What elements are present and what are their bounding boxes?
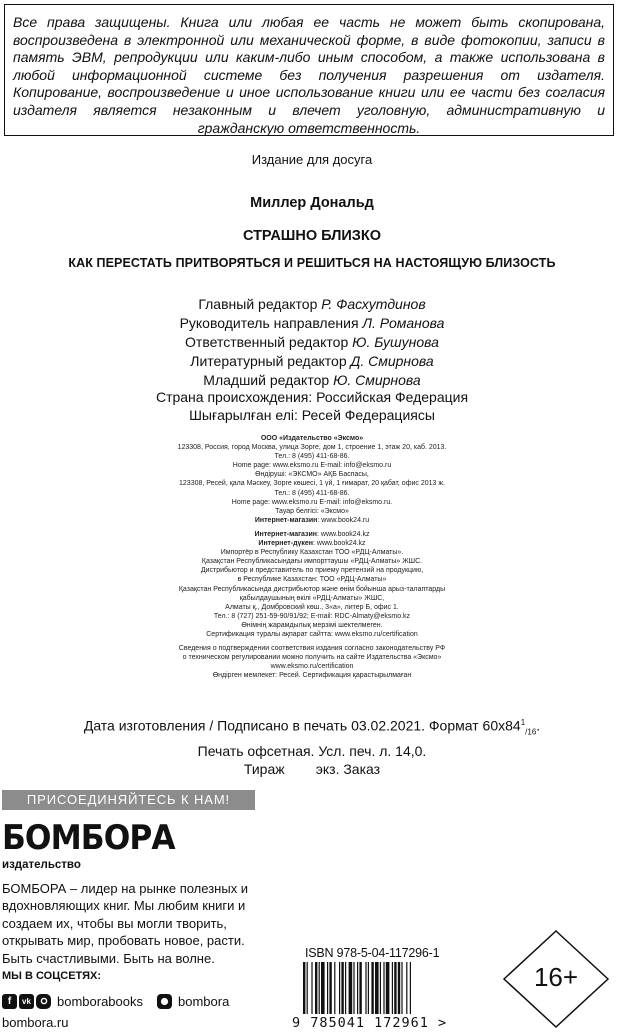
bombora-logo: БОМБОРА [2,818,175,858]
barcode-bar [311,962,312,1014]
barcode-bar [345,962,346,1014]
barcode-bar [357,962,358,1014]
print-run: Тираж экз. Заказ [243,761,381,778]
imprint-line: в Республике Казахстан: ТОО «РДЦ-Алматы» [237,576,387,584]
isbn-number: ISBN 978-5-04-117296-1 [305,946,440,960]
imprint-line: Home page: www.eksmo.ru E-mail: info@eksmo.ru. [231,498,393,506]
country-of-origin [0,388,624,424]
barcode-bar [365,962,366,1014]
imprint-line: Қазақстан Республикасында дистрибьютор және өнім бойынша арыз-талаптарды [178,585,446,593]
barcode-bar [392,962,393,1014]
barcode [303,962,455,1014]
website-link[interactable]: bombora.ru [2,1015,69,1030]
barcode-bar [398,962,400,1014]
imprint-line: Тауар белгісі: «Эксмо» [275,507,349,515]
author-name: Миллер Дональд [250,195,374,211]
imprint-line: Тел.: 8 (495) 411-68-86. [274,453,350,461]
editor-line: Литературный редактор Д. Смирнова [190,353,434,369]
editor-line: Главный редактор Р. Фасхутдинов [198,296,426,312]
barcode-bar [401,962,402,1014]
instagram-icon[interactable] [36,994,51,1009]
barcode-bar [353,962,354,1014]
barcode-bar [380,962,381,1014]
imprint-line: Алматы қ., Домбровский көш., 3«а», литер Б, офис 1. [225,603,399,611]
imprint-line: Интернет-магазин: www.book24.ru [254,516,370,524]
editor-line: Руководитель направления Л. Романова [179,315,445,331]
barcode-bar [410,962,411,1014]
barcode-bar [321,962,325,1014]
print-method: Печать офсетная. Усл. печ. л. 14,0. [197,742,427,759]
print-date-format: Дата изготовления / Подписано в печать 03.02.2021. Формат $60x84^1_{/16}$. [83,717,541,737]
barcode-bar [319,962,320,1014]
barcode-bar [303,962,305,1014]
social-handle-bombora[interactable]: bombora [178,993,230,1009]
publisher-imprint [0,434,624,680]
book-title: СТРАШНО БЛИЗКО [242,228,382,244]
imprint-line: Қазақстан Республикасындағы импорттаушы «РДЦ-Алматы» ЖШС. [201,558,423,566]
barcode-bar [383,962,384,1014]
imprint-line: www.eksmo.ru/certification [270,663,354,671]
imprint-line: Дистрибьютор и представитель по приему претензий на продукцию, [200,567,424,575]
imprint-line: Интернет-магазин: www.book24.kz [254,530,370,538]
imprint-line: Тел.: 8 (727) 251-59-90/91/92; E-mail: RDC-Almaty@eksmo.kz [213,612,411,620]
editor-line: Ответственный редактор Ю. Бушунова [185,334,439,350]
copyright-notice [4,4,614,136]
imprint-line: Өндіруші: «ЭКСМО» АҚБ Баспасы, [255,471,369,479]
imprint-line: Өндірген мемлекет: Ресей. Сертификация қарастырылмаған [212,672,412,680]
social-links [2,991,229,1011]
bombora-logo-subtitle: издательство [2,859,81,871]
copyright-text: Все права защищены. Книга или любая ее часть не может быть скопирована, воспроизведена в электронной или механической форме, в виде фотокопии, записи в память ЭВМ, репродукции или каким-либо иным способом, а также использована в любой информационной системе без получения разрешения от издателя. Копирование, воспроизведение и иное использование книги или ее части без согласия издателя является незаконным и влечет уголовную, административную и гражданскую ответственность. [13,14,605,136]
publisher-blurb: БОМБОРА – лидер на рынке полезных и вдохновляющих книг. Мы любим книги и создаем их, чтобы вы могли творить, открывать мир, пробовать новое, расти. Быть счастливыми. Быть на волне. [2,881,249,966]
barcode-bar [307,962,308,1014]
social-handle-bomborabooks[interactable]: bomborabooks [57,993,143,1009]
barcode-bar [327,962,328,1014]
age-rating-label: 16+ [533,962,579,992]
telegram-icon[interactable] [157,994,172,1009]
join-us-banner: ПРИСОЕДИНЯЙТЕСЬ К НАМ! [2,790,255,810]
socials-label: МЫ В СОЦСЕТЯХ: [2,970,102,982]
facebook-icon[interactable]: f [2,994,17,1009]
barcode-bar [359,962,361,1014]
editor-line: Младший редактор Ю. Смирнова [203,372,421,388]
imprint-line: о техническом регулировании можно получить на сайте Издательства «Эксмо» [182,654,442,662]
barcode-bar [406,962,407,1014]
imprint-line: Импортёр в Республику Казахстан ТОО «РДЦ-Алматы». [220,549,404,557]
barcode-bar [315,962,317,1014]
barcode-bar [341,962,343,1014]
barcode-bar [394,962,396,1014]
barcode-bar [339,962,340,1014]
imprint-line: 123308, Ресей, қала Мәскеу, Зорге көшесі, 1 үй, 1 ғимарат, 20 қабат, офис 2013 ж. [179,480,445,488]
vk-icon[interactable]: vk [19,994,34,1009]
imprint-line: Сертификация туралы ақпарат сайтта: www.eksmo.ru/certification [206,630,418,638]
imprint-line: Интернет-дүкен: www.book24.kz [258,540,366,548]
barcode-bar [329,962,331,1014]
barcode-bar [349,962,353,1014]
country-kz: Шығарылған елі: Ресей Федерациясы [189,407,435,423]
country-ru: Страна происхождения: Российская Федерация [155,389,469,405]
imprint-line: Home page: www.eksmo.ru E-mail: info@eksmo.ru [232,462,392,470]
barcode-bar [386,962,390,1014]
imprint-line: Өнімнің жарамдылық мерзімі шектелмеген. [241,621,383,629]
barcode-bar [368,962,369,1014]
barcode-bar [334,962,335,1014]
imprint-line: қабылдаушының өкілі «РДЦ-Алматы» ЖШС, [239,594,385,602]
ean-digits: 9 785041 172961 > [292,1015,448,1031]
imprint-line: Сведения о подтверждении соответствия издания согласно законодательству РФ [178,645,446,653]
book-subtitle: КАК ПЕРЕСТАТЬ ПРИТВОРЯТЬСЯ И РЕШИТЬСЯ НА НАСТОЯЩУЮ БЛИЗОСТЬ [68,256,556,270]
editors-list [0,295,624,390]
barcode-bar [371,962,373,1014]
print-info [0,714,624,779]
edition-type: Издание для досуга [251,152,373,167]
imprint-line: Тел.: 8 (495) 411-68-86. [274,489,350,497]
instagram-glyph [39,996,49,1006]
telegram-glyph [160,997,169,1006]
imprint-line: 123308, Россия, город Москва, улица Зорге, дом 1, строение 1, этаж 20, каб. 2013. [177,444,447,452]
barcode-bar [375,962,379,1014]
publisher-name: ООО «Издательство «Эксмо» [260,435,364,442]
